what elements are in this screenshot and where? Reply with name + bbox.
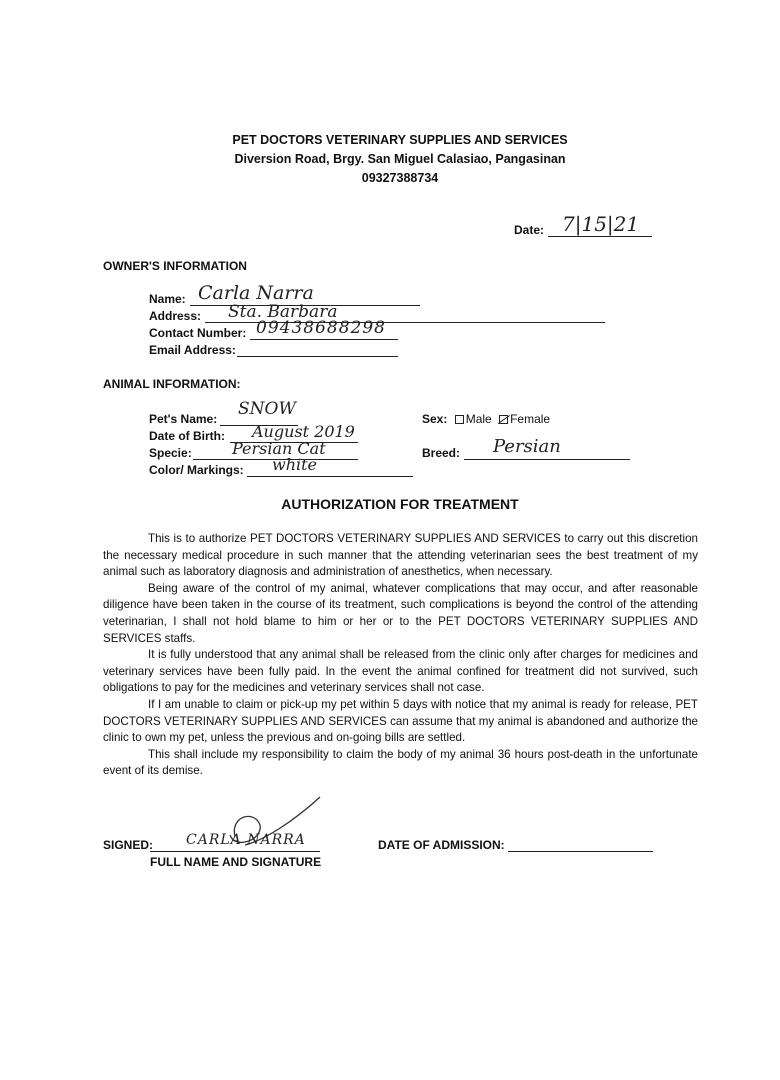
owner-email-line: [237, 356, 398, 357]
owner-section-title: OWNER'S INFORMATION: [103, 259, 247, 273]
owner-contact-line: [250, 339, 398, 340]
owner-name-label: Name:: [149, 292, 186, 306]
signed-label: SIGNED:: [103, 838, 154, 852]
male-checkbox[interactable]: [455, 415, 464, 424]
color-label: Color/ Markings:: [149, 463, 244, 477]
sex-field: [422, 412, 550, 426]
female-option-label: Female: [510, 412, 551, 426]
animal-section-title: ANIMAL INFORMATION:: [103, 377, 241, 391]
female-checkbox[interactable]: [499, 415, 508, 424]
owner-contact-label: Contact Number:: [149, 326, 247, 340]
owner-email-label: Email Address:: [149, 343, 236, 357]
sex-label: Sex:: [422, 412, 448, 426]
authorization-paragraph: If I am unable to claim or pick-up my pet within 5 days with notice that my animal is ready for release, PET DOCTORS VETERINARY SUPPLIES AND SERVICES can assume that my animal is abandoned and authorize the clinic to own my pet, unless the previous and on-going bills are settled.: [103, 697, 698, 745]
specie-value: Persian Cat: [232, 439, 326, 458]
authorization-paragraph: It is fully understood that any animal shall be released from the clinic only after charges for medicines and veterinary services have been fully paid. In the event the animal confined for treatment did not survived, such obligations to pay for the medicines and veterinary services shall not case.: [103, 648, 698, 695]
pet-name-label: Pet's Name:: [149, 412, 218, 426]
authorization-paragraph: This shall include my responsibility to claim the body of my animal 36 hours post-death in the unfortunate event of its demise.: [103, 747, 698, 778]
breed-line: [464, 459, 630, 460]
dob-value: August 2019: [252, 422, 355, 441]
pet-name-value: SNOW: [238, 399, 296, 419]
date-line: [548, 236, 652, 237]
owner-name-value: Carla Narra: [198, 282, 314, 304]
specie-label: Specie:: [149, 446, 192, 460]
breed-label: Breed:: [422, 446, 461, 460]
dob-label: Date of Birth:: [149, 429, 225, 443]
company-name: PET DOCTORS VETERINARY SUPPLIES AND SERVICES: [232, 133, 568, 147]
breed-value: Persian: [493, 436, 561, 457]
authorization-title: AUTHORIZATION FOR TREATMENT: [281, 496, 519, 512]
authorization-paragraph: Being aware of the control of my animal, whatever complications that may occur, and after reasonable diligence have been taken in the course of its treatment, such complications is beyond the control of the attending veterinarian, I shall not hold blame to him or her or to the PET DOCTORS VETERINARY SUPPLIES AND SERVICES staffs.: [103, 581, 698, 645]
admission-label: DATE OF ADMISSION:: [378, 838, 505, 852]
owner-contact-value: 09438688298: [256, 318, 386, 338]
date-value: 7|15|21: [562, 212, 640, 236]
authorization-paragraph: This is to authorize PET DOCTORS VETERINARY SUPPLIES AND SERVICES to carry out this discretion the necessary medical procedure in such manner that the attending veterinarian sees the best treatment of my animal such as laboratory diagnosis and administration of anesthetics, when necessary.: [103, 532, 698, 579]
owner-address-label: Address:: [149, 309, 202, 323]
admission-line: [508, 851, 653, 852]
full-name-label: FULL NAME AND SIGNATURE: [150, 855, 322, 869]
color-line: [247, 476, 413, 477]
signed-value: CARLA NARRA: [186, 832, 306, 848]
company-phone: 09327388734: [361, 171, 439, 185]
authorization-body: [103, 531, 698, 780]
color-value: white: [272, 455, 318, 474]
date-label: Date:: [514, 223, 545, 237]
company-address: Diversion Road, Brgy. San Miguel Calasiao, Pangasinan: [234, 152, 566, 166]
owner-address-value: Sta. Barbara: [228, 302, 338, 322]
male-option-label: Male: [465, 412, 492, 426]
